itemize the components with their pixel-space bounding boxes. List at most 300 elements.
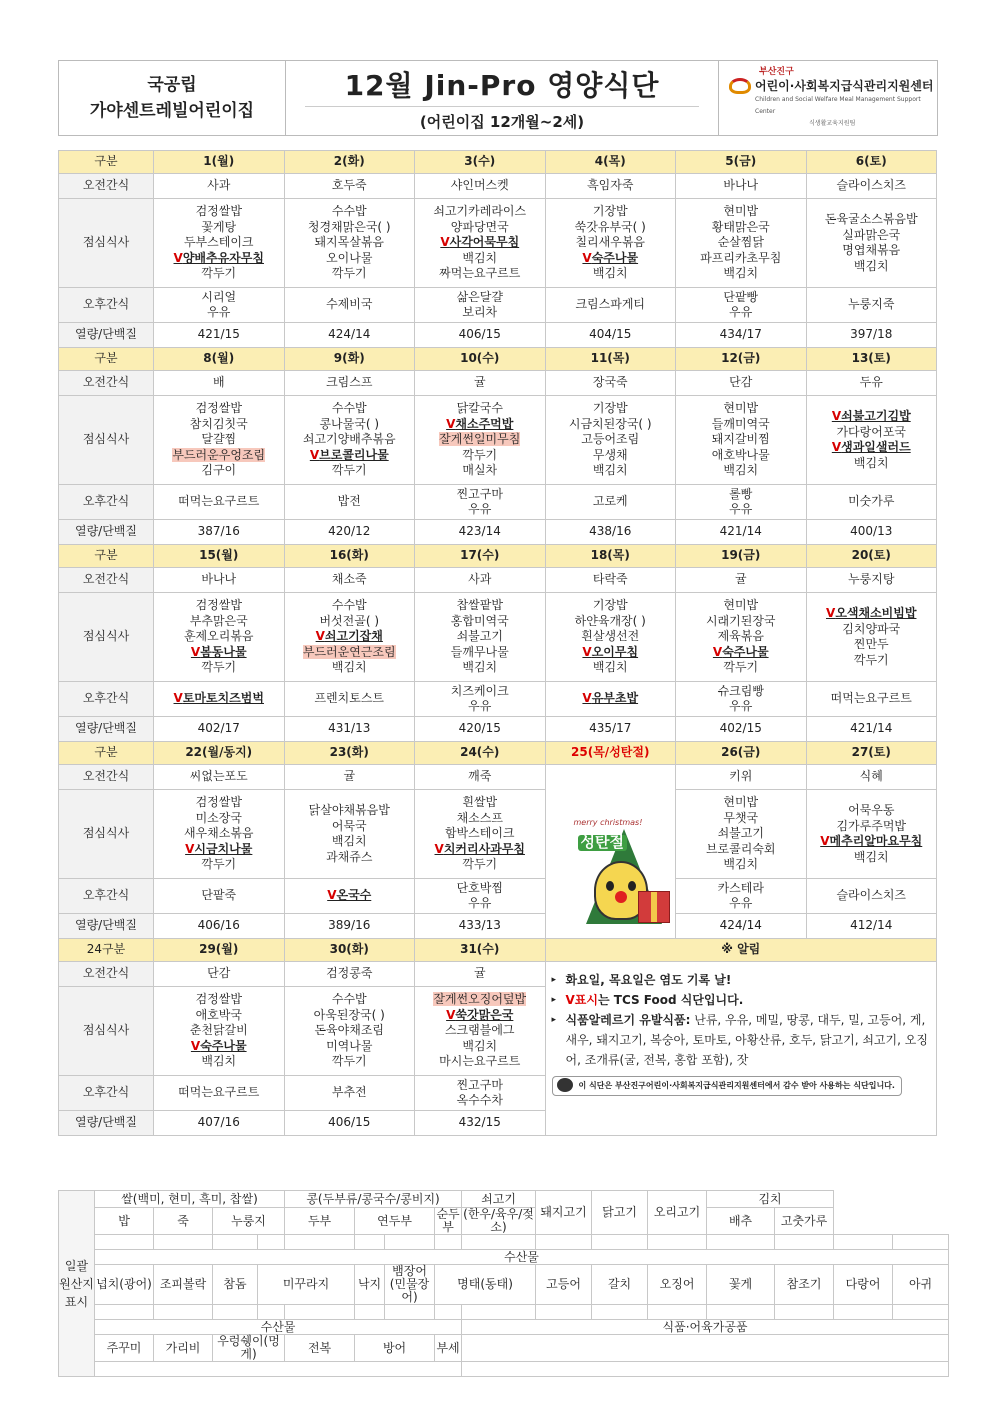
snack-item: 크림스파게티 bbox=[575, 297, 646, 312]
kcal-cell: 431/13 bbox=[284, 717, 415, 742]
origin-row bbox=[59, 1265, 949, 1305]
page-title: 12월 Jin-Pro 영양식단 bbox=[305, 64, 700, 107]
day-header: 15(월) bbox=[154, 545, 285, 568]
origin-blank bbox=[435, 1235, 462, 1250]
row-label-afternoon: 오후간식 bbox=[59, 682, 154, 717]
origin-blank bbox=[707, 1235, 775, 1250]
lunch-item: 꽃게탕 bbox=[201, 219, 237, 234]
snack-item: 우유 bbox=[468, 502, 492, 516]
afternoon-cell bbox=[284, 879, 415, 914]
origin-blank bbox=[648, 1235, 707, 1250]
day-header: 19(금) bbox=[676, 545, 807, 568]
origin-cell: 순두부 bbox=[436, 1207, 460, 1234]
snack-item: V온국수 bbox=[327, 888, 372, 903]
origin-cell: 가리비 bbox=[154, 1335, 213, 1362]
origin-blank bbox=[775, 1305, 834, 1320]
week-header-row bbox=[59, 545, 937, 568]
lunch-item: 깍두기 bbox=[462, 447, 498, 462]
snack-item: 우유 bbox=[729, 305, 753, 319]
lunch-row bbox=[59, 593, 937, 682]
kcal-cell: 432/15 bbox=[415, 1111, 546, 1136]
lunch-item: 매실차 bbox=[462, 463, 498, 478]
row-label-lunch: 점심식사 bbox=[59, 199, 154, 288]
header bbox=[58, 60, 938, 136]
day-header: 18(목) bbox=[545, 545, 676, 568]
origin-group-label: 쌀(백미, 현미, 흑미, 찹쌀) bbox=[95, 1191, 285, 1208]
lunch-cell bbox=[545, 396, 676, 485]
lunch-item: 함박스테이크 bbox=[444, 826, 515, 841]
afternoon-cell bbox=[415, 879, 546, 914]
snack-item: 우유 bbox=[729, 896, 753, 910]
logo-mark-icon bbox=[729, 78, 751, 94]
afternoon-cell bbox=[284, 682, 415, 717]
lunch-item: 백김치 bbox=[853, 849, 889, 864]
lunch-item: 시래기된장국 bbox=[705, 613, 776, 628]
morning-row bbox=[59, 568, 937, 593]
origin-row bbox=[59, 1335, 949, 1362]
lunch-item: V쑥갓맑은국 bbox=[446, 1007, 514, 1022]
origin-group-label: 김치 bbox=[707, 1191, 834, 1208]
origin-side-label: 일괄 원산지 표시 bbox=[59, 1191, 95, 1377]
snack-item: 밥전 bbox=[337, 494, 361, 509]
origin-cell: 고등어 bbox=[536, 1265, 592, 1305]
lunch-item: V오이무침 bbox=[582, 644, 639, 659]
lunch-item: 현미밥 bbox=[723, 598, 759, 613]
day-header: 26(금) bbox=[676, 742, 807, 765]
origin-blank bbox=[893, 1305, 949, 1320]
lunch-cell bbox=[284, 790, 415, 879]
day-header: 2(화) bbox=[284, 151, 415, 174]
lunch-item: 김치양파국 bbox=[842, 621, 901, 636]
row-label-gubun: 24구분 bbox=[59, 939, 154, 962]
kcal-cell: 434/17 bbox=[676, 323, 807, 348]
origin-cell: 조피볼락 bbox=[154, 1265, 213, 1305]
morning-cell: 누룽지탕 bbox=[806, 568, 937, 593]
lunch-item: 쑥갓유부국( ) bbox=[574, 219, 646, 234]
row-label-afternoon: 오후간식 bbox=[59, 1076, 154, 1111]
lunch-cell bbox=[806, 790, 937, 879]
origin-cell: 다랑어 bbox=[834, 1265, 893, 1305]
morning-cell: 슬라이스치즈 bbox=[806, 174, 937, 199]
title-block bbox=[286, 61, 719, 135]
origin-cell: 꽃게 bbox=[707, 1265, 775, 1305]
lunch-item: 무챗국 bbox=[723, 810, 759, 825]
lunch-item: 백김치 bbox=[592, 463, 628, 478]
lunch-cell bbox=[415, 396, 546, 485]
day-header: 31(수) bbox=[415, 939, 546, 962]
kcal-cell: 387/16 bbox=[154, 520, 285, 545]
day-header: 1(월) bbox=[154, 151, 285, 174]
origin-blank bbox=[592, 1235, 648, 1250]
afternoon-row bbox=[59, 682, 937, 717]
afternoon-cell bbox=[154, 1076, 285, 1111]
origin-row bbox=[59, 1191, 949, 1208]
day-header: 30(화) bbox=[284, 939, 415, 962]
lunch-item: 김가루주먹밥 bbox=[836, 818, 907, 833]
lunch-cell bbox=[676, 396, 807, 485]
kcal-cell: 402/17 bbox=[154, 717, 285, 742]
row-label-morning: 오전간식 bbox=[59, 568, 154, 593]
morning-cell: 검정콩죽 bbox=[284, 962, 415, 987]
origin-cell: 참조기 bbox=[775, 1265, 834, 1305]
lunch-item: 깍두기 bbox=[331, 1054, 367, 1069]
kcal-row bbox=[59, 520, 937, 545]
row-label-kcal: 열량/단백질 bbox=[59, 1111, 154, 1136]
snack-item: 누룽지죽 bbox=[848, 297, 895, 312]
origin-blank bbox=[258, 1305, 285, 1320]
morning-cell: 키위 bbox=[676, 765, 807, 790]
origin-cell: 낙지 bbox=[355, 1265, 385, 1305]
lunch-item: 깍두기 bbox=[331, 463, 367, 478]
snack-item: 치즈케이크 bbox=[450, 683, 509, 698]
morning-cell: 흑임자죽 bbox=[545, 174, 676, 199]
lunch-item: 무생채 bbox=[592, 447, 628, 462]
kcal-cell: 424/14 bbox=[676, 914, 807, 939]
lunch-item: 하얀육개장( ) bbox=[574, 613, 646, 628]
origin-cell: 갈치 bbox=[592, 1265, 648, 1305]
snack-item: 단팥빵 bbox=[723, 289, 759, 304]
day-header: 17(수) bbox=[415, 545, 546, 568]
origin-row bbox=[59, 1250, 949, 1265]
snack-item: 롤빵 bbox=[729, 486, 753, 501]
lunch-item: 백김치 bbox=[853, 455, 889, 470]
kcal-cell: 421/15 bbox=[154, 323, 285, 348]
afternoon-row bbox=[59, 485, 937, 520]
origin-cell: 뱀장어(민물장어) bbox=[385, 1265, 435, 1305]
lunch-item: 애호박국 bbox=[195, 1007, 242, 1022]
afternoon-cell bbox=[545, 485, 676, 520]
morning-cell: 단감 bbox=[154, 962, 285, 987]
lunch-cell bbox=[415, 790, 546, 879]
snack-item: 단호박찜 bbox=[456, 880, 503, 895]
kcal-row bbox=[59, 717, 937, 742]
lunch-row bbox=[59, 396, 937, 485]
origin-blank bbox=[213, 1235, 258, 1250]
morning-cell: 호두죽 bbox=[284, 174, 415, 199]
kcal-cell: 421/14 bbox=[676, 520, 807, 545]
origin-row bbox=[59, 1320, 949, 1335]
afternoon-cell bbox=[154, 682, 285, 717]
origin-cell: 연두부 bbox=[355, 1208, 435, 1235]
day-header: 13(토) bbox=[806, 348, 937, 371]
snack-item: 옥수수차 bbox=[456, 1093, 503, 1107]
lunch-item: 춘천닭갈비 bbox=[189, 1023, 248, 1038]
lunch-item: 검정쌀밥 bbox=[195, 992, 242, 1007]
afternoon-cell bbox=[154, 485, 285, 520]
christmas-illustration bbox=[545, 765, 676, 939]
afternoon-cell bbox=[284, 485, 415, 520]
afternoon-cell bbox=[676, 288, 807, 323]
morning-cell: 귤 bbox=[415, 962, 546, 987]
row-label-gubun: 구분 bbox=[59, 742, 154, 765]
afternoon-row bbox=[59, 288, 937, 323]
row-label-afternoon: 오후간식 bbox=[59, 485, 154, 520]
snack-item: 수제비국 bbox=[326, 297, 373, 312]
day-header: 27(토) bbox=[806, 742, 937, 765]
lunch-item: 들깨무나물 bbox=[450, 644, 509, 659]
lunch-item: 백김치 bbox=[723, 463, 759, 478]
lunch-item: V쇠불고기김밥 bbox=[831, 409, 911, 423]
lunch-item: V시금치나물 bbox=[185, 841, 253, 856]
lunch-item: V사각어묵무침 bbox=[440, 235, 520, 250]
morning-cell: 귤 bbox=[676, 568, 807, 593]
snack-item: V토마토치즈범벅 bbox=[173, 691, 264, 706]
lunch-item: 깍두기 bbox=[462, 857, 498, 872]
snack-item: 떠먹는요구르트 bbox=[178, 494, 260, 509]
lunch-item: V양배추유자무침 bbox=[173, 250, 264, 265]
merry-christmas-text: merry christmas! bbox=[573, 818, 643, 827]
lunch-item: 돼지갈비찜 bbox=[711, 432, 770, 447]
lunch-item: 찹쌀팥밥 bbox=[456, 598, 503, 613]
lunch-item: 제육볶음 bbox=[717, 629, 764, 644]
center-logo bbox=[719, 61, 937, 135]
day-header: 5(금) bbox=[676, 151, 807, 174]
lunch-item: 깍두기 bbox=[201, 266, 237, 281]
kcal-row bbox=[59, 323, 937, 348]
morning-cell: 배 bbox=[154, 371, 285, 396]
lunch-cell bbox=[415, 593, 546, 682]
afternoon-cell bbox=[415, 1076, 546, 1111]
afternoon-cell bbox=[676, 485, 807, 520]
lunch-item: 백김치 bbox=[592, 660, 628, 675]
lunch-item: 짜먹는요구르트 bbox=[439, 266, 521, 281]
morning-cell: 사과 bbox=[154, 174, 285, 199]
lunch-item: V생과일샐러드 bbox=[831, 440, 911, 454]
day-header: 23(화) bbox=[284, 742, 415, 765]
lunch-item: 깍두기 bbox=[853, 652, 889, 667]
kcal-cell: 407/16 bbox=[154, 1111, 285, 1136]
snack-item: 떠먹는요구르트 bbox=[830, 691, 912, 706]
lunch-item: 수수밥 bbox=[331, 204, 367, 219]
lunch-item: 검정쌀밥 bbox=[195, 598, 242, 613]
lunch-item: V봄동나물 bbox=[190, 644, 247, 659]
origin-blank bbox=[355, 1235, 385, 1250]
origin-group-label: 식품·어육가공품 bbox=[462, 1320, 949, 1335]
snack-item: 슈크림빵 bbox=[717, 683, 764, 698]
gift-icon bbox=[638, 891, 670, 923]
kcal-row bbox=[59, 914, 937, 939]
lunch-item: 채소스프 bbox=[456, 810, 503, 825]
lunch-item: 가다랑어포국 bbox=[836, 424, 907, 439]
origin-blank bbox=[707, 1305, 775, 1320]
origin-blank bbox=[462, 1362, 949, 1377]
origin-cell: 전복 bbox=[285, 1335, 355, 1362]
day-header: 25(목/성탄절) bbox=[545, 742, 676, 765]
morning-cell: 타락죽 bbox=[545, 568, 676, 593]
row-label-afternoon: 오후간식 bbox=[59, 879, 154, 914]
day-header: 29(월) bbox=[154, 939, 285, 962]
lunch-cell bbox=[545, 593, 676, 682]
lunch-cell bbox=[545, 199, 676, 288]
origin-cell: 아귀 bbox=[893, 1265, 949, 1305]
row-label-morning: 오전간식 bbox=[59, 174, 154, 199]
origin-blank bbox=[592, 1305, 648, 1320]
lunch-item: 쇠고기양배추볶음 bbox=[302, 432, 396, 447]
afternoon-cell bbox=[806, 288, 937, 323]
lunch-item: 백김치 bbox=[723, 266, 759, 281]
lunch-item: 닭살야채볶음밥 bbox=[308, 803, 390, 817]
afternoon-cell bbox=[676, 682, 807, 717]
snack-item: 카스테라 bbox=[717, 880, 764, 895]
lunch-item: V숙주나물 bbox=[712, 644, 769, 659]
origin-blank bbox=[834, 1305, 893, 1320]
lunch-cell bbox=[154, 593, 285, 682]
week-header-row bbox=[59, 348, 937, 371]
snack-item: 단팥죽 bbox=[201, 888, 237, 903]
morning-cell: 귤 bbox=[284, 765, 415, 790]
kcal-cell: 433/13 bbox=[415, 914, 546, 939]
morning-cell: 귤 bbox=[415, 371, 546, 396]
origin-row bbox=[59, 1208, 949, 1235]
lunch-item: 백김치 bbox=[462, 250, 498, 265]
lunch-item: V숙주나물 bbox=[582, 250, 639, 265]
origin-cell: 우렁쉥이(멍게) bbox=[213, 1335, 285, 1362]
origin-blank bbox=[435, 1305, 462, 1320]
afternoon-cell bbox=[154, 288, 285, 323]
lunch-item: 양파당면국 bbox=[450, 219, 509, 234]
lunch-item: 백김치 bbox=[723, 857, 759, 872]
origin-blank bbox=[536, 1305, 592, 1320]
row-label-gubun: 구분 bbox=[59, 151, 154, 174]
lunch-item: 백김치 bbox=[462, 1038, 498, 1053]
snack-item: 시리얼 bbox=[201, 289, 237, 304]
lunch-item: 청경채맑은국( ) bbox=[307, 219, 391, 234]
lunch-item: V숙주나물 bbox=[190, 1038, 247, 1053]
origin-cell: 넙치(광어) bbox=[95, 1265, 154, 1305]
morning-row bbox=[59, 962, 937, 987]
lunch-item: V오색채소비빔밥 bbox=[826, 606, 917, 620]
row-label-lunch: 점심식사 bbox=[59, 987, 154, 1076]
kcal-cell: 438/16 bbox=[545, 520, 676, 545]
morning-cell: 채소죽 bbox=[284, 568, 415, 593]
afternoon-cell bbox=[284, 288, 415, 323]
origin-group-label: 오리고기 bbox=[648, 1191, 707, 1235]
kcal-cell: 420/15 bbox=[415, 717, 546, 742]
origin-blank bbox=[462, 1235, 536, 1250]
lunch-item: 훈제오리볶음 bbox=[183, 629, 254, 644]
logo-district: 부산진구 bbox=[759, 67, 794, 77]
morning-cell: 크림스프 bbox=[284, 371, 415, 396]
lunch-item: 스크램블에그 bbox=[444, 1023, 515, 1038]
lunch-item: 애호박나물 bbox=[711, 447, 770, 462]
row-label-afternoon: 오후간식 bbox=[59, 288, 154, 323]
notice-title: ※ 알림 bbox=[545, 939, 937, 962]
origin-table bbox=[58, 1190, 949, 1377]
week-header-row bbox=[59, 939, 937, 962]
lunch-item: 흰살생선전 bbox=[581, 629, 640, 644]
lunch-item: 고등어조림 bbox=[581, 432, 640, 447]
day-header: 10(수) bbox=[415, 348, 546, 371]
afternoon-cell bbox=[806, 682, 937, 717]
logo-name-row bbox=[729, 78, 937, 94]
lunch-item: 미소장국 bbox=[195, 810, 242, 825]
kcal-cell: 406/16 bbox=[154, 914, 285, 939]
lunch-item: 오이나물 bbox=[326, 250, 373, 265]
lunch-item: 파프리카초무침 bbox=[700, 250, 782, 265]
lunch-cell bbox=[284, 593, 415, 682]
row-label-gubun: 구분 bbox=[59, 348, 154, 371]
lunch-item: 돼지목살볶음 bbox=[314, 235, 385, 250]
row-label-gubun: 구분 bbox=[59, 545, 154, 568]
origin-blank bbox=[834, 1235, 893, 1250]
lunch-item: 칠리새우볶음 bbox=[575, 235, 646, 250]
row-label-morning: 오전간식 bbox=[59, 765, 154, 790]
lunch-item: V브로콜리나물 bbox=[309, 447, 389, 462]
origin-group-label: 닭고기 bbox=[592, 1191, 648, 1235]
lunch-item: 쇠고기카레라이스 bbox=[433, 204, 527, 219]
lunch-cell bbox=[415, 199, 546, 288]
lunch-item: 부드러운우엉조림 bbox=[172, 447, 266, 462]
kcal-cell: 406/15 bbox=[284, 1111, 415, 1136]
lunch-cell bbox=[676, 790, 807, 879]
kcal-cell: 406/15 bbox=[415, 323, 546, 348]
snack-item: 찐고구마 bbox=[456, 486, 503, 501]
morning-cell: 식혜 bbox=[806, 765, 937, 790]
lunch-item: 실파맑은국 bbox=[842, 227, 901, 242]
lunch-item: 깍두기 bbox=[331, 266, 367, 281]
morning-row bbox=[59, 371, 937, 396]
day-header: 22(월/동지) bbox=[154, 742, 285, 765]
origin-cell: 오징어 bbox=[648, 1265, 707, 1305]
snack-item: 떠먹는요구르트 bbox=[178, 1085, 260, 1100]
lunch-item: 부추맑은국 bbox=[189, 613, 248, 628]
kcal-cell: 424/14 bbox=[284, 323, 415, 348]
morning-cell: 씨없는포도 bbox=[154, 765, 285, 790]
snack-item: 우유 bbox=[729, 502, 753, 516]
snack-item: 우유 bbox=[468, 699, 492, 713]
notice-line-2: ▸ V표시는 TCS Food 식단입니다. bbox=[552, 990, 931, 1010]
origin-cell: 배추 bbox=[707, 1208, 775, 1235]
snack-item: 우유 bbox=[468, 896, 492, 910]
origin-row bbox=[59, 1235, 949, 1250]
snack-item: 고로케 bbox=[592, 494, 628, 509]
lunch-item: 찐만두 bbox=[853, 637, 889, 651]
lunch-item: 수수밥 bbox=[331, 598, 367, 613]
lunch-item: 돈육야채조림 bbox=[314, 1023, 385, 1038]
morning-cell: 샤인머스켓 bbox=[415, 174, 546, 199]
lunch-item: 김구이 bbox=[201, 463, 237, 478]
lunch-item: 부드러운연근조림 bbox=[302, 644, 396, 659]
day-header: 6(토) bbox=[806, 151, 937, 174]
lunch-item: 잘게썬오징어덮밥 bbox=[433, 992, 527, 1007]
snack-item: 프렌치토스트 bbox=[314, 691, 385, 706]
origin-blank bbox=[385, 1235, 435, 1250]
origin-blank bbox=[213, 1305, 258, 1320]
afternoon-cell bbox=[415, 288, 546, 323]
origin-cell: (한우/육우/젖소) bbox=[463, 1207, 534, 1234]
origin-blank bbox=[258, 1235, 285, 1250]
week-header-row bbox=[59, 742, 937, 765]
origin-row bbox=[59, 1305, 949, 1320]
lunch-item: 황태맑은국 bbox=[711, 219, 770, 234]
origin-blank bbox=[462, 1335, 949, 1362]
snack-item: 찐고구마 bbox=[456, 1077, 503, 1092]
lunch-item: 들깨미역국 bbox=[711, 416, 770, 431]
day-header: 8(월) bbox=[154, 348, 285, 371]
lunch-item: 명엽채볶음 bbox=[842, 243, 901, 257]
row-label-lunch: 점심식사 bbox=[59, 593, 154, 682]
lunch-item: 미역나물 bbox=[326, 1038, 373, 1053]
lunch-cell bbox=[806, 396, 937, 485]
lunch-item: 기장밥 bbox=[592, 598, 628, 613]
lunch-item: 검정쌀밥 bbox=[195, 204, 242, 219]
afternoon-cell bbox=[415, 682, 546, 717]
lunch-item: 현미밥 bbox=[723, 401, 759, 416]
origin-cell: 누룽지 bbox=[213, 1208, 285, 1235]
lunch-item: 백김치 bbox=[201, 1054, 237, 1069]
kcal-cell: 400/13 bbox=[806, 520, 937, 545]
lunch-item: 백김치 bbox=[592, 266, 628, 281]
